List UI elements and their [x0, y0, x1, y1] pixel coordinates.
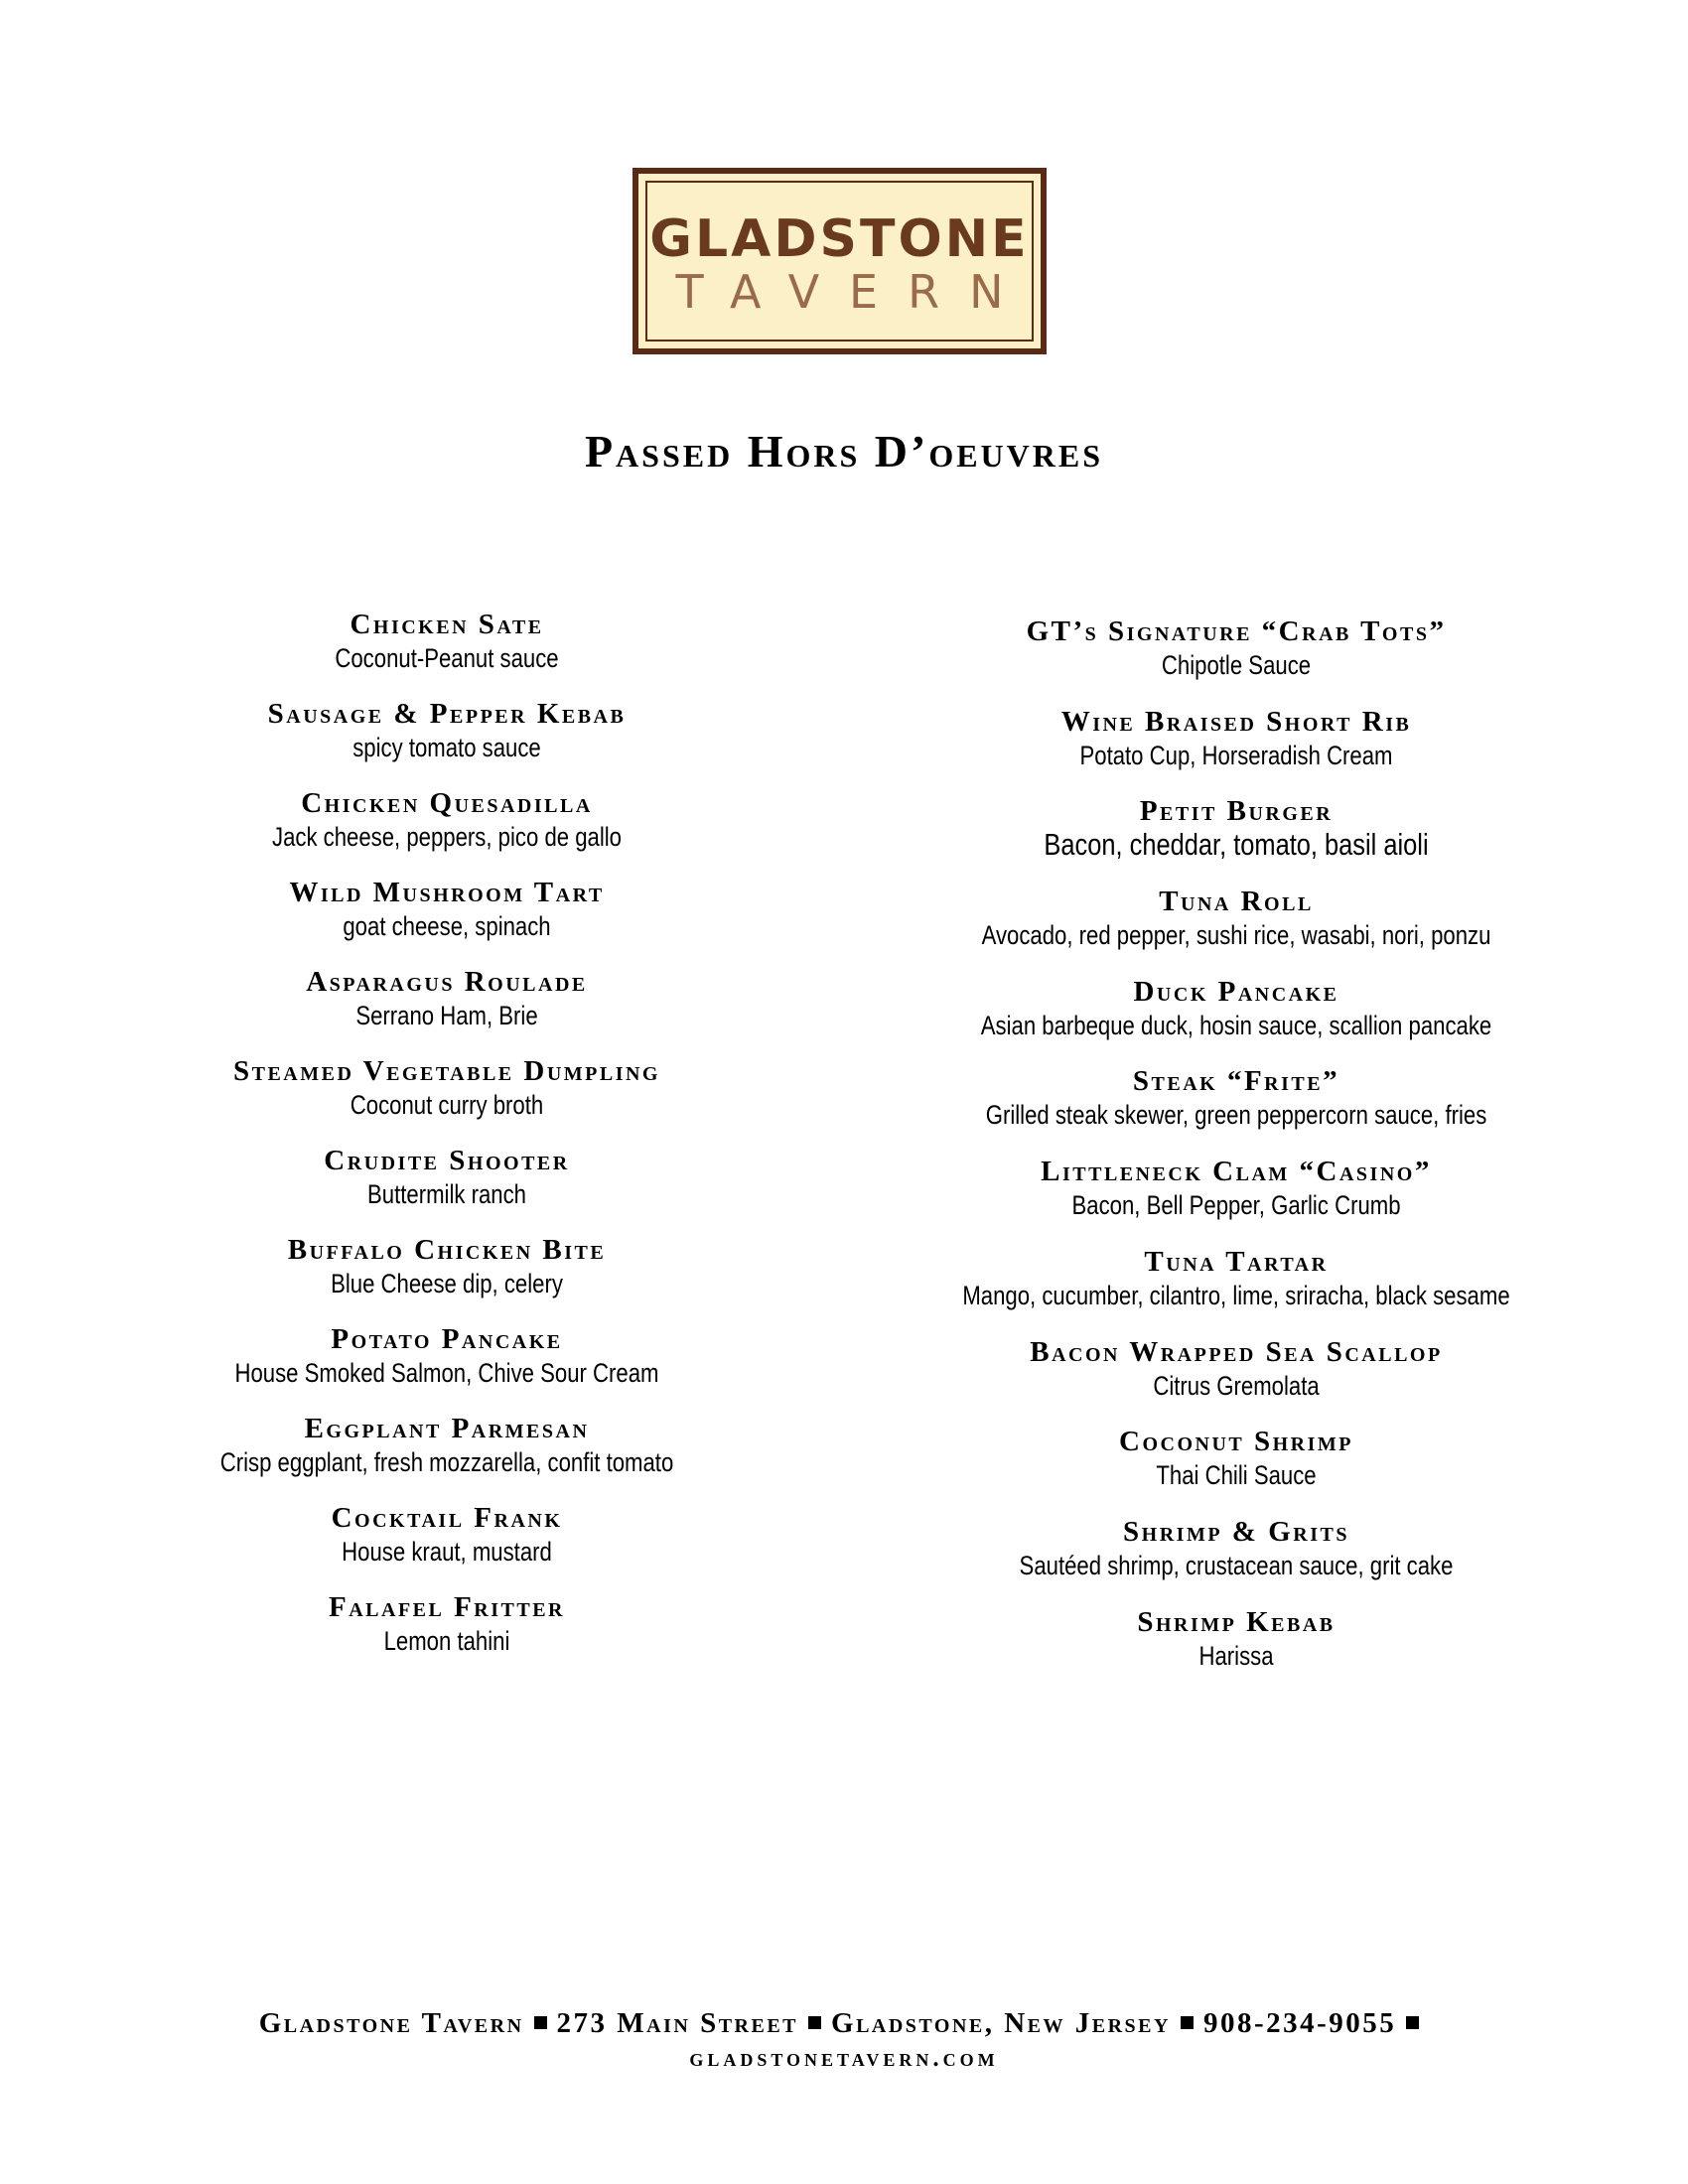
menu-item-description: Blue Cheese dip, celery: [331, 1269, 563, 1298]
menu-item: [849, 705, 1623, 795]
footer-business-name: Gladstone Tavern: [258, 2007, 524, 2039]
menu-item-name: Tuna Tartar: [1144, 1245, 1329, 1278]
menu-item-description: Coconut curry broth: [350, 1090, 544, 1120]
menu-item-description: Bacon, cheddar, tomato, basil aioli: [1044, 827, 1429, 863]
menu-item-description: Buttermilk ranch: [367, 1179, 526, 1209]
menu-item-name: Bacon Wrapped Sea Scallop: [1030, 1335, 1443, 1368]
menu-item-name: Shrimp & Grits: [1123, 1515, 1349, 1548]
footer-address: 273 Main Street: [556, 2007, 799, 2039]
menu-item-name: Chicken Sate: [350, 609, 544, 640]
menu-item-description: Bacon, Bell Pepper, Garlic Crumb: [1071, 1190, 1401, 1221]
menu-item-name: Petit Burger: [1139, 795, 1334, 828]
menu-item-name: Eggplant Parmesan: [304, 1413, 590, 1444]
menu-item-description: Asian barbeque duck, hosin sauce, scallion pancake: [980, 1010, 1492, 1040]
menu-item-name: Duck Pancake: [1133, 975, 1339, 1008]
menu-item: [60, 1054, 834, 1144]
menu-item-description: Jack cheese, peppers, pico de gallo: [271, 822, 623, 852]
menu-item: [60, 608, 834, 697]
menu-item: [849, 975, 1623, 1065]
menu-item-name: GT’s Signature “Crab Tots”: [1026, 615, 1447, 647]
menu-item-name: Steamed Vegetable Dumpling: [233, 1055, 660, 1087]
menu-item-name: Shrimp Kebab: [1137, 1605, 1336, 1638]
menu-item-description: Grilled steak skewer, green peppercorn sauce, fries: [985, 1100, 1487, 1131]
menu-column-left: [60, 608, 834, 1680]
menu-column-right: [849, 614, 1623, 1695]
menu-item-name: Tuna Roll: [1159, 886, 1314, 918]
square-bullet-icon: [1406, 2016, 1419, 2029]
menu-item-description: Harissa: [1198, 1640, 1274, 1671]
menu-item-description: Citrus Gremolata: [1153, 1370, 1320, 1401]
footer-contact-line: [0, 2005, 1688, 2041]
footer-website[interactable]: gladstonetavern.com: [689, 2045, 999, 2072]
menu-item-name: Crudite Shooter: [324, 1145, 570, 1176]
logo: [633, 168, 1047, 354]
footer-phone: 908-234-9055: [1202, 2007, 1397, 2039]
logo-text-tavern: TAVERN: [675, 265, 1034, 319]
menu-item-name: Steak “Frite”: [1132, 1065, 1340, 1098]
menu-item: [849, 1335, 1623, 1426]
menu-item-description: Chipotle Sauce: [1161, 650, 1312, 680]
menu-item: [60, 1322, 834, 1412]
menu-item-name: Cocktail Frank: [331, 1502, 563, 1534]
menu-item-description: Thai Chili Sauce: [1156, 1460, 1317, 1491]
menu-item: [60, 876, 834, 965]
menu-item: [60, 1233, 834, 1322]
square-bullet-icon: [1181, 2016, 1194, 2029]
square-bullet-icon: [808, 2016, 821, 2029]
footer-city: Gladstone, New Jersey: [831, 2007, 1171, 2039]
menu-item-name: Sausage & Pepper Kebab: [267, 698, 627, 730]
menu-item: [849, 1064, 1623, 1155]
menu-item-description: House kraut, mustard: [342, 1537, 552, 1567]
menu-item-description: Coconut-Peanut sauce: [335, 643, 559, 673]
menu-item-name: Wine Braised Short Rib: [1060, 705, 1412, 738]
menu-item: [849, 1605, 1623, 1696]
square-bullet-icon: [534, 2016, 547, 2029]
menu-item-name: Potato Pancake: [331, 1323, 563, 1355]
menu-item-name: Asparagus Roulade: [306, 966, 588, 998]
footer: [0, 2005, 1688, 2077]
menu-item: [849, 1155, 1623, 1245]
menu-item-name: Coconut Shrimp: [1119, 1426, 1353, 1458]
logo-text-gladstone: GLADSTONE: [649, 209, 1030, 269]
menu-item-description: House Smoked Salmon, Chive Sour Cream: [234, 1358, 659, 1388]
menu-item: [849, 1515, 1623, 1605]
menu-item-name: Chicken Quesadilla: [301, 787, 593, 819]
menu-item: [60, 697, 834, 786]
menu-item-description: Mango, cucumber, cilantro, lime, sriracha, black sesame: [962, 1280, 1510, 1310]
menu-item: [849, 885, 1623, 975]
menu-item-description: Crisp eggplant, fresh mozzarella, confit tomato: [219, 1447, 674, 1477]
menu-item: [60, 1501, 834, 1590]
menu-item-description: Potato Cup, Horseradish Cream: [1079, 740, 1393, 770]
menu-item: [60, 965, 834, 1054]
menu-item: [60, 1590, 834, 1680]
page-title: Passed Hors D’oeuvres: [584, 426, 1104, 477]
menu-item: [60, 786, 834, 876]
menu-item: [60, 1144, 834, 1233]
menu-item-description: goat cheese, spinach: [343, 911, 551, 941]
menu-item: [849, 614, 1623, 705]
menu-item-name: Buffalo Chicken Bite: [287, 1234, 607, 1266]
menu-item-name: Falafel Fritter: [329, 1591, 565, 1623]
menu-item-description: Sautéed shrimp, crustacean sauce, grit cake: [1019, 1550, 1454, 1580]
menu-item-description: Avocado, red pepper, sushi rice, wasabi, nori, ponzu: [981, 920, 1491, 951]
menu-item: [849, 1425, 1623, 1515]
menu-item-description: spicy tomato sauce: [352, 733, 541, 762]
menu-item: [60, 1412, 834, 1501]
menu-item: [849, 1245, 1623, 1335]
menu-item-name: Littleneck Clam “Casino”: [1041, 1156, 1432, 1188]
menu-item: [849, 794, 1623, 885]
menu-item-description: Lemon tahini: [383, 1626, 510, 1656]
menu-item-description: Serrano Ham, Brie: [355, 1001, 538, 1030]
menu-item-name: Wild Mushroom Tart: [289, 877, 605, 908]
